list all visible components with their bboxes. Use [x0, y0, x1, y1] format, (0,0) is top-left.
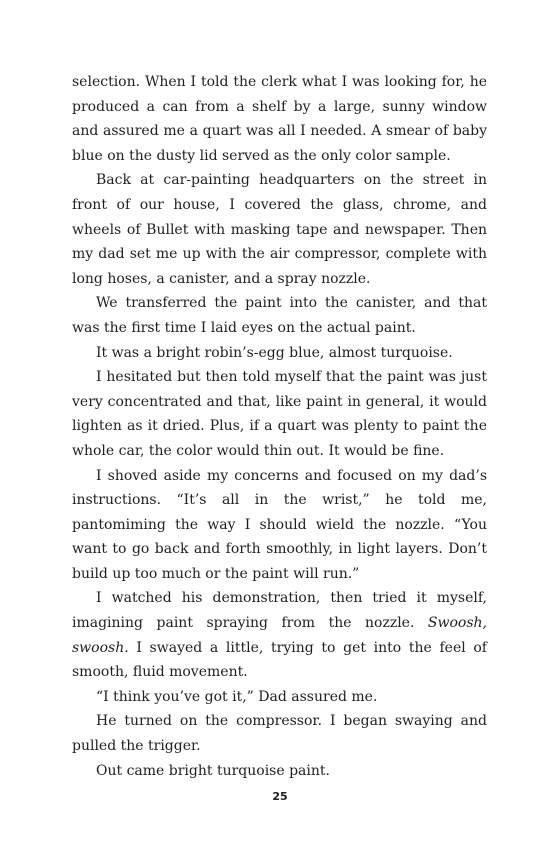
paragraph-7	[72, 586, 487, 684]
paragraph-7-before: I watched his demonstration, then tried it myself, imagining paint spraying from the nozzle.	[72, 590, 487, 632]
paragraph-10: Out came bright turquoise paint.	[96, 762, 330, 779]
page-number: 25	[272, 790, 288, 803]
paragraph-2: Back at car-painting headquarters on the street in front of our house, I covered the glass, chrome, and wheels of Bullet with masking tape and newspaper. Then my dad set me up with the air compressor, complete with long hoses, a canister, and a spray nozzle.	[72, 172, 487, 287]
paragraph-4: It was a bright robin’s-egg blue, almost turquoise.	[96, 344, 453, 361]
paragraph-6: I shoved aside my concerns and focused on my dad’s instructions. “It’s all in the wrist,” he told me, pantomiming the way I should wield the nozzle. “You want to go back and forth smoothly, in light layers. Don’t build up too much or the paint will run.”	[72, 467, 487, 582]
paragraph-3: We transferred the paint into the canister, and that was the first time I laid eyes on the actual paint.	[72, 295, 487, 336]
page-body	[72, 70, 487, 783]
paragraph-8: “I think you’ve got it,” Dad assured me.	[96, 688, 378, 705]
paragraph-5: I hesitated but then told myself that the paint was just very concentrated and that, like paint in general, it would lighten as it dried. Plus, if a quart was plenty to paint the whole car, the color would thin out. It would be fine.	[72, 369, 487, 459]
paragraph-9: He turned on the compressor. I began swaying and pulled the trigger.	[72, 713, 487, 755]
paragraph-1: selection. When I told the clerk what I was looking for, he produced a can from a shelf by a large, sunny window and assured me a quart was all I needed. A smear of baby blue on the dusty lid served as the only color sample.	[72, 74, 487, 164]
paragraph-7-italic: Swoosh, swoosh	[72, 615, 487, 656]
paragraph-7-after: . I swayed a little, trying to get into the feel of smooth, fluid movement.	[72, 639, 487, 681]
